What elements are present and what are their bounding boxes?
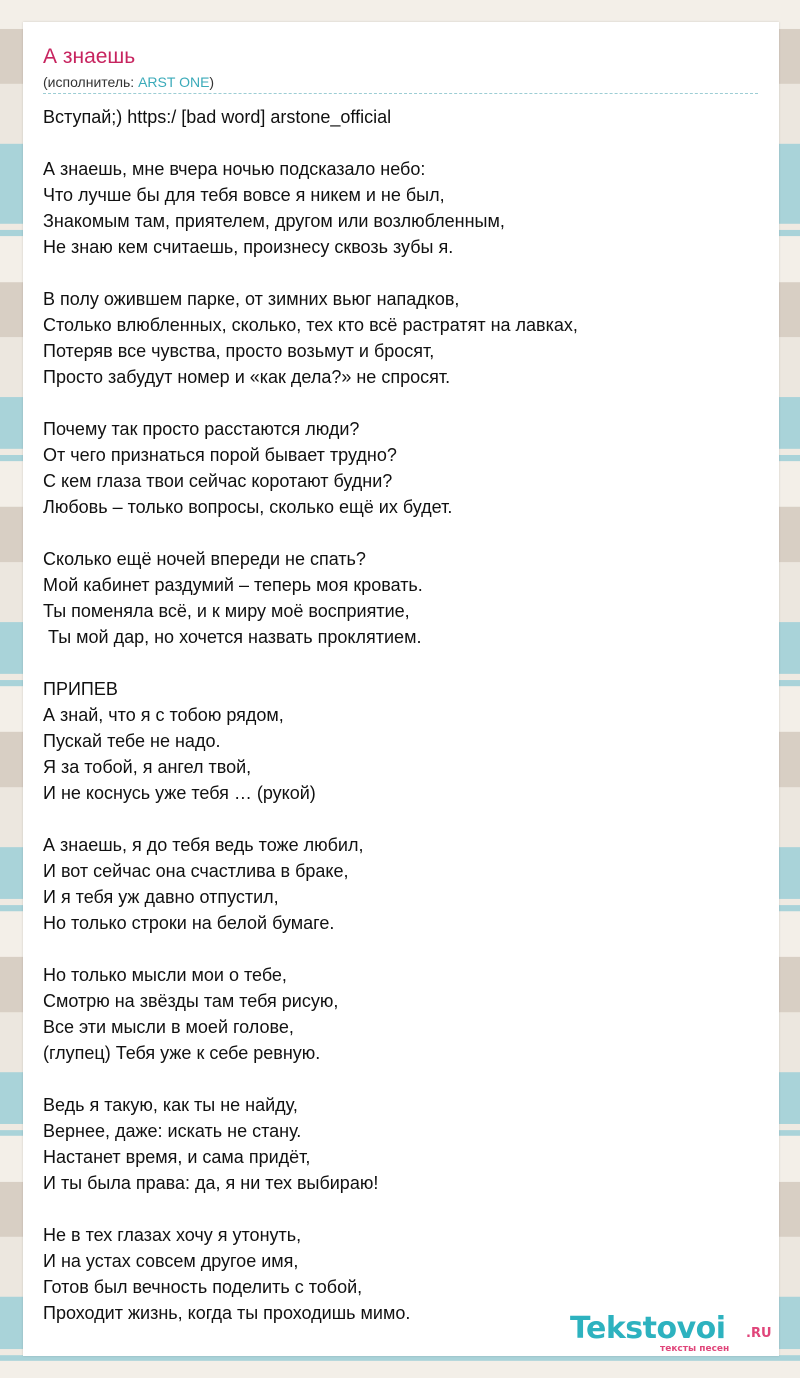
lyric-line: Ты мой дар, но хочется назвать проклятием. bbox=[43, 627, 422, 647]
lyric-blank-line bbox=[43, 1196, 763, 1222]
lyric-blank-line bbox=[43, 520, 763, 546]
lyric-line: А знаешь, я до тебя ведь тоже любил, bbox=[43, 835, 364, 855]
artist-line bbox=[43, 73, 214, 91]
song-title: А знаешь bbox=[43, 45, 136, 68]
site-logo[interactable] bbox=[570, 1312, 780, 1352]
lyric-line: И не коснусь уже тебя … (рукой) bbox=[43, 783, 316, 803]
lyric-line: Почему так просто расстаются люди? bbox=[43, 419, 360, 439]
lyric-line: Знакомым там, приятелем, другом или возлюбленным, bbox=[43, 211, 505, 231]
lyric-line: Что лучше бы для тебя вовсе я никем и не был, bbox=[43, 185, 445, 205]
lyric-line: Не в тех глазах хочу я утонуть, bbox=[43, 1225, 302, 1245]
lyric-line: Смотрю на звёзды там тебя рисую, bbox=[43, 991, 339, 1011]
lyric-line: А знай, что я с тобою рядом, bbox=[43, 705, 284, 725]
lyric-line: От чего признаться порой бывает трудно? bbox=[43, 445, 397, 465]
lyrics-text bbox=[43, 104, 763, 1326]
lyric-line: Вступай;) https:/ [bad word] arstone_official bbox=[43, 107, 392, 127]
logo-tld: .RU bbox=[746, 1326, 772, 1341]
lyric-blank-line bbox=[43, 936, 763, 962]
lyric-line: И на устах совсем другое имя, bbox=[43, 1251, 299, 1271]
lyric-line: Не знаю кем считаешь, произнесу сквозь зубы я. bbox=[43, 237, 454, 257]
lyric-line: (глупец) Тебя уже к себе ревную. bbox=[43, 1043, 321, 1063]
lyric-line: Мой кабинет раздумий – теперь моя кровать. bbox=[43, 575, 423, 595]
lyric-line: Просто забудут номер и «как дела?» не спросят. bbox=[43, 367, 451, 387]
lyric-line: Ведь я такую, как ты не найду, bbox=[43, 1095, 298, 1115]
lyric-line: Проходит жизнь, когда ты проходишь мимо. bbox=[43, 1303, 411, 1323]
logo-tagline: тексты песен bbox=[660, 1344, 730, 1354]
lyric-blank-line bbox=[43, 260, 763, 286]
lyric-line: Настанет время, и сама придёт, bbox=[43, 1147, 311, 1167]
lyric-line: Вернее, даже: искать не стану. bbox=[43, 1121, 302, 1141]
lyric-blank-line bbox=[43, 130, 763, 156]
lyric-line: Пускай тебе не надо. bbox=[43, 731, 221, 751]
lyric-line: Готов был вечность поделить с тобой, bbox=[43, 1277, 363, 1297]
lyric-line: А знаешь, мне вчера ночью подсказало небо: bbox=[43, 159, 426, 179]
lyric-line: Любовь – только вопросы, сколько ещё их будет. bbox=[43, 497, 453, 517]
lyric-line: Я за тобой, я ангел твой, bbox=[43, 757, 252, 777]
lyric-blank-line bbox=[43, 806, 763, 832]
artist-link[interactable]: ARST ONE bbox=[138, 74, 210, 90]
lyric-blank-line bbox=[43, 1066, 763, 1092]
artist-prefix: (исполнитель: bbox=[43, 74, 139, 90]
lyric-line: Ты поменяла всё, и к миру моё восприятие, bbox=[43, 601, 410, 621]
lyric-line: ПРИПЕВ bbox=[43, 679, 118, 699]
lyric-line: С кем глаза твои сейчас коротают будни? bbox=[43, 471, 393, 491]
lyric-line: Столько влюбленных, сколько, тех кто всё растратят на лавках, bbox=[43, 315, 578, 335]
logo-name: Tekstovoi bbox=[570, 1311, 726, 1346]
lyric-line: В полу ожившем парке, от зимних вьюг нападков, bbox=[43, 289, 460, 309]
lyric-line: Но только строки на белой бумаге. bbox=[43, 913, 335, 933]
title-divider bbox=[43, 93, 758, 94]
lyric-line: Все эти мысли в моей голове, bbox=[43, 1017, 294, 1037]
lyric-line: Но только мысли мои о тебе, bbox=[43, 965, 287, 985]
lyric-line: И вот сейчас она счастлива в браке, bbox=[43, 861, 349, 881]
artist-suffix: ) bbox=[209, 74, 215, 90]
lyrics-card bbox=[23, 22, 779, 1356]
lyric-line: Потеряв все чувства, просто возьмут и бросят, bbox=[43, 341, 435, 361]
lyric-line: Сколько ещё ночей впереди не спать? bbox=[43, 549, 366, 569]
lyric-blank-line bbox=[43, 650, 763, 676]
lyric-line: И я тебя уж давно отпустил, bbox=[43, 887, 279, 907]
lyric-line: И ты была права: да, я ни тех выбираю! bbox=[43, 1173, 379, 1193]
lyric-blank-line bbox=[43, 390, 763, 416]
